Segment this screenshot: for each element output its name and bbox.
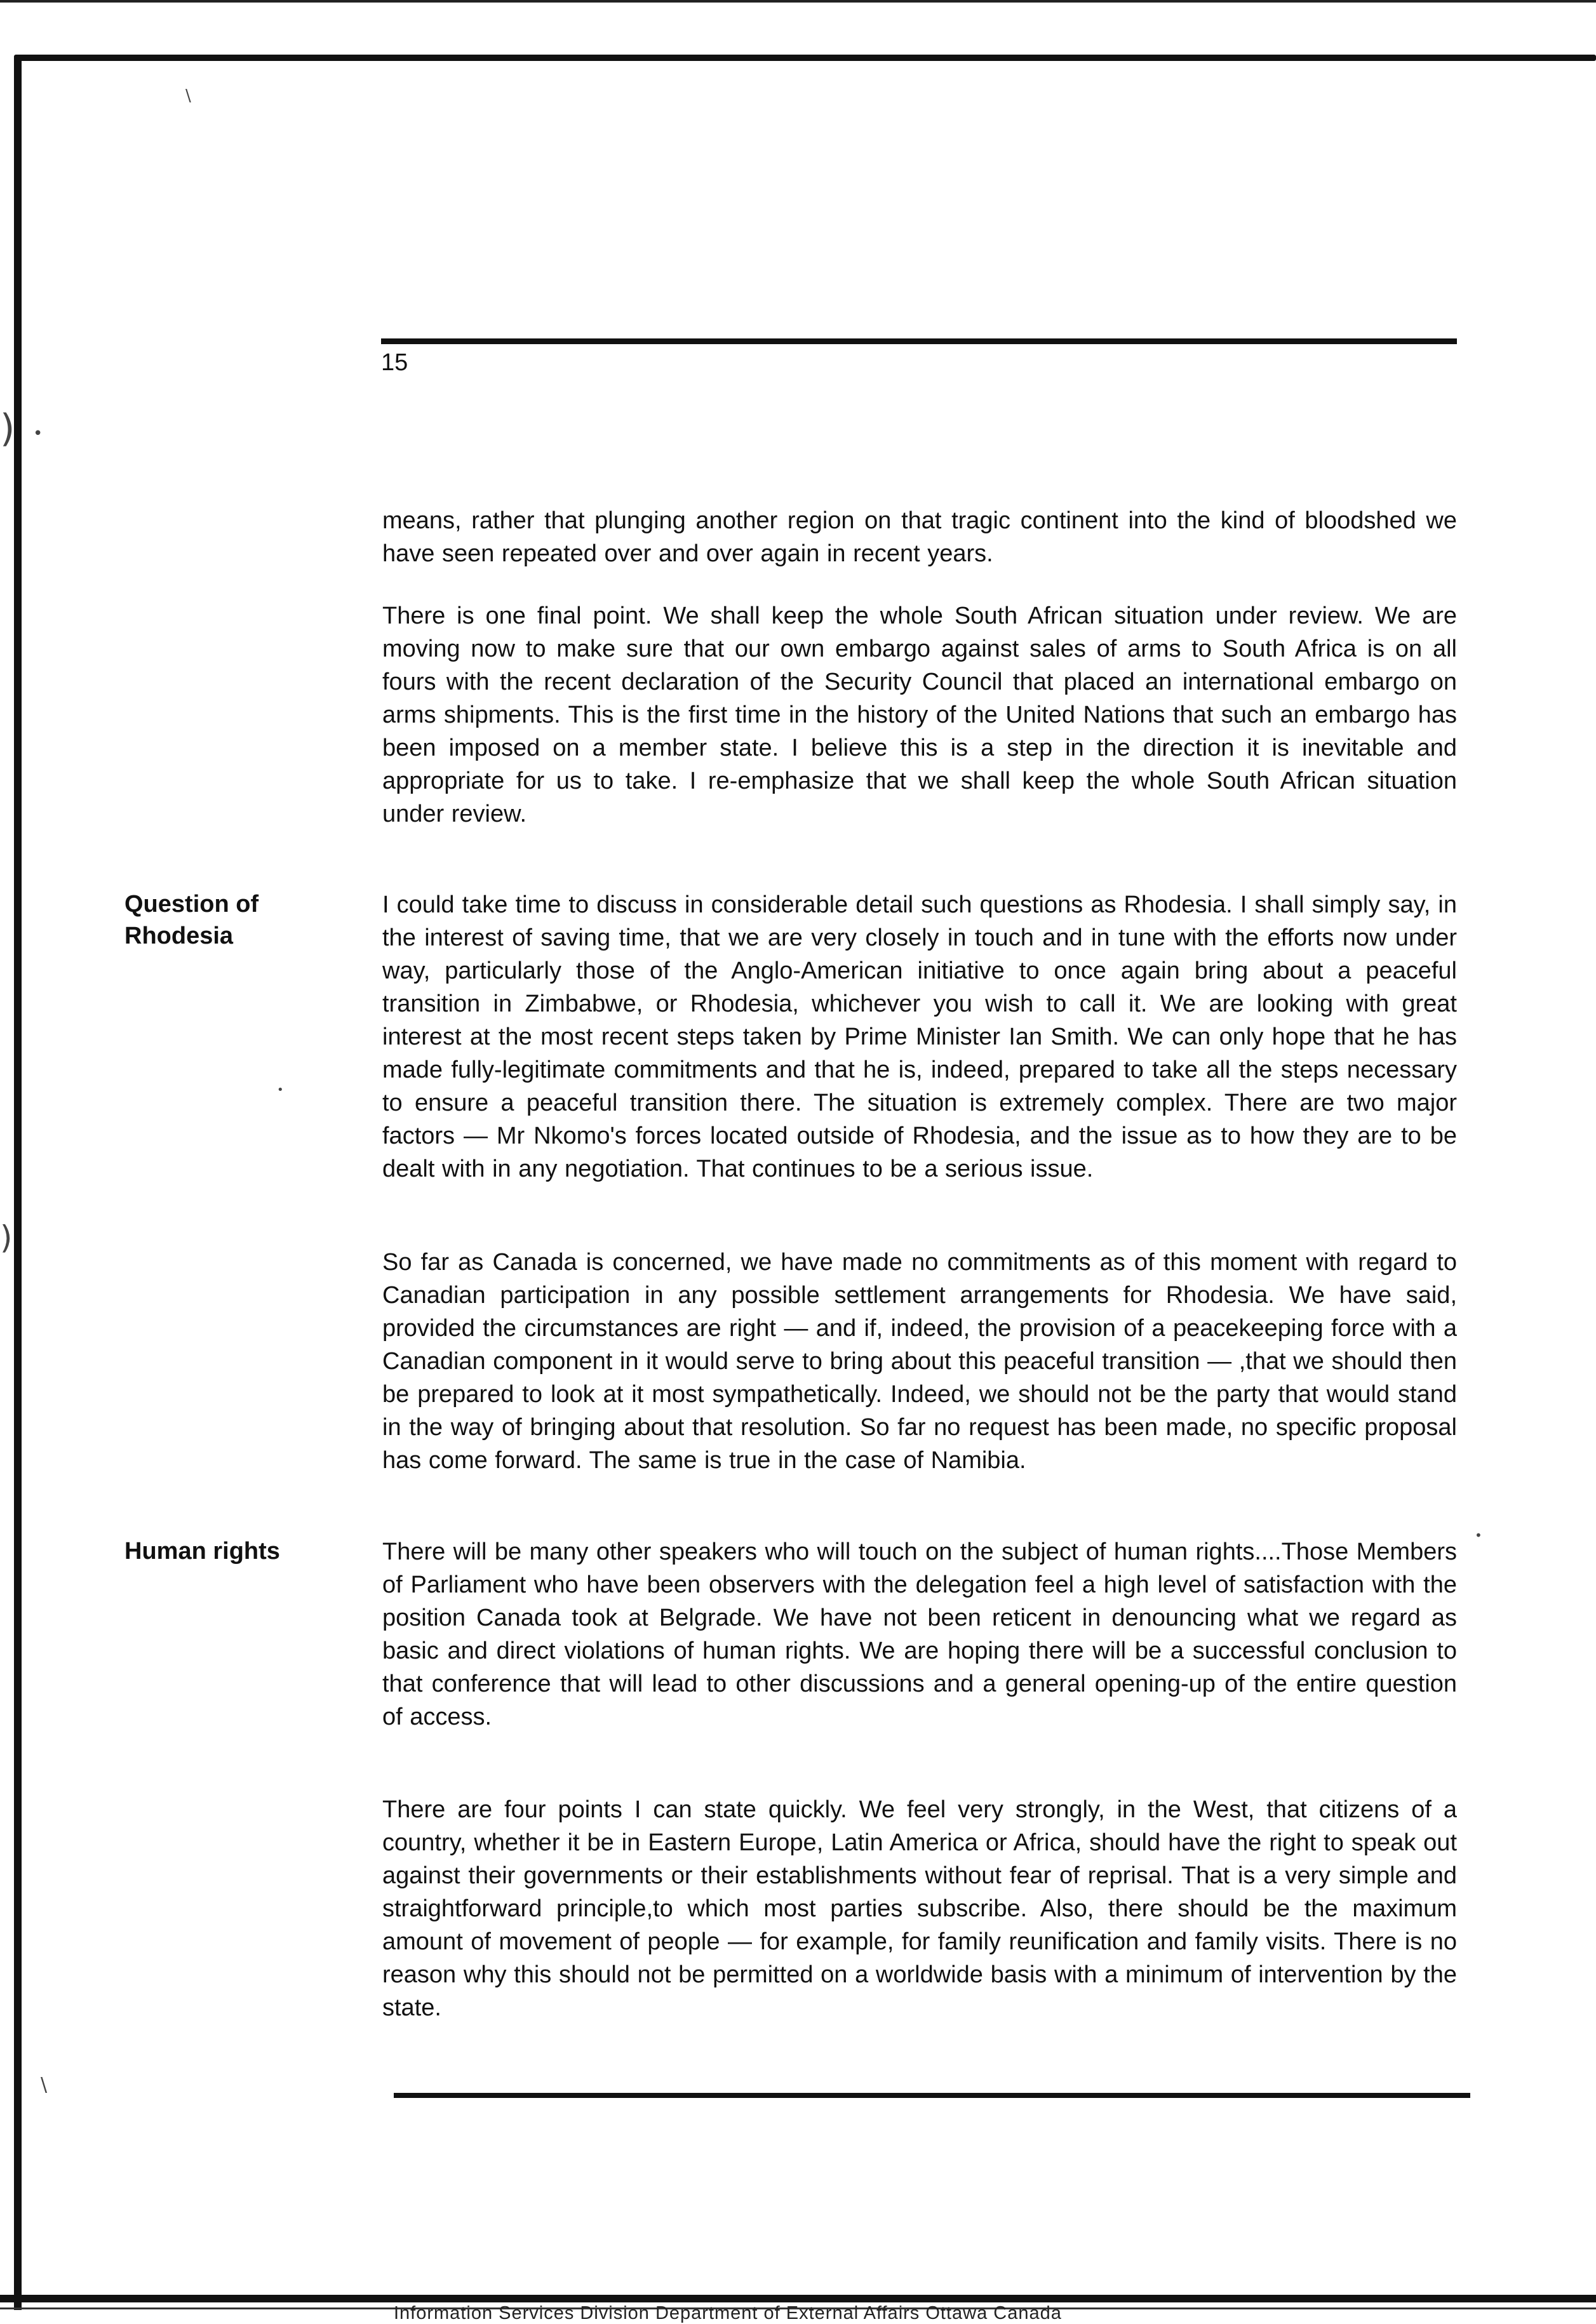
side-heading-rhodesia: Question of Rhodesia <box>124 891 259 949</box>
closing-rule <box>394 2093 1470 2098</box>
footer-imprint: Information Services Division Department of External Affairs Ottawa Canada <box>394 2303 1062 2323</box>
page-frame-bottom <box>0 2295 1596 2302</box>
speck-mark: \ <box>185 86 191 105</box>
scan-top-edge <box>0 0 1596 3</box>
speck-mark: • <box>1475 1528 1482 1543</box>
body-paragraph: means, rather that plunging another region on that tragic continent into the kind of bloodshed we have seen repeated over and over again in recent years. <box>382 507 1457 567</box>
page-frame-top <box>14 55 1596 61</box>
header-rule <box>381 338 1457 344</box>
body-paragraph: So far as Canada is concerned, we have made no commitments as of this moment with regard to Canadian participation in any possible settlement arrangements for Rhodesia. We have said, provided the circumstances are right — and if, indeed, the provision of a peacekeeping force with a Canadian component in it would serve to bring about this peaceful transition — ,that we should then be prepared to look at it most sympathetically. Indeed, we should not be the party that would stand in the way of bringing about that resolution. So far no request has been made, no specific proposal has come forward. The same is true in the case of Namibia. <box>382 1249 1457 1474</box>
side-heading-human-rights: Human rights <box>124 1538 280 1565</box>
binding-mark: ) <box>0 406 15 451</box>
body-paragraph: I could take time to discuss in considerable detail such questions as Rhodesia. I shall simply say, in the interest of saving time, that we are very closely in touch and in tune with the efforts now under way, particularly those of the Anglo-American initiative to once again bring about a peaceful transition in Zimbabwe, or Rhodesia, whichever you wish to call it. We are looking with great interest at the most recent steps taken by Prime Minister Ian Smith. We can only hope that he has made fully-legitimate commitments and that he is, indeed, prepared to take all the steps necessary to ensure a peaceful transition there. The situation is extremely complex. There are two major factors — Mr Nkomo's forces located outside of Rhodesia, and the issue as to how they are to be dealt with in any negotiation. That continues to be a serious issue. <box>382 892 1457 1182</box>
body-paragraph: There is one final point. We shall keep the whole South African situation under review. We are moving now to make sure that our own embargo against sales of arms to South Africa is on all fours with the recent declaration of the Security Council that placed an international embargo on arms shipments. This is the first time in the history of the United Nations that such an embargo has been imposed on a member state. I believe this is a step in the direction it is inevitable and appropriate for us to take. I re-emphasize that we shall keep the whole South African situation under review. <box>382 603 1457 827</box>
body-paragraph: There will be many other speakers who will touch on the subject of human rights....Those Members of Parliament who have been observers with the delegation feel a high level of satisfaction with the position Canada took at Belgrade. We have not been reticent in denouncing what we regard as basic and direct violations of human rights. We are hoping there will be a successful conclusion to that conference that will lead to other discussions and a general opening-up of the entire question of access. <box>382 1539 1457 1730</box>
page-number: 15 <box>381 349 408 376</box>
speck-mark: • <box>277 1083 284 1097</box>
page-frame-left <box>14 57 22 2310</box>
binding-mark: ) <box>0 1219 13 1256</box>
speck-mark: • <box>33 424 43 443</box>
body-paragraph: There are four points I can state quickly. We feel very strongly, in the West, that citizens of a country, whether it be in Eastern Europe, Latin America or Africa, should have the right to speak out against their governments or their establishments without fear of reprisal. That is a very simple and straightforward principle,to which most parties subscribe. Also, there should be the maximum amount of movement of people — for example, for family reunification and family visits. There is no reason why this should not be permitted on a worldwide basis with a minimum of intervention by the state. <box>382 1796 1457 2021</box>
speck-mark: \ <box>41 2074 48 2096</box>
